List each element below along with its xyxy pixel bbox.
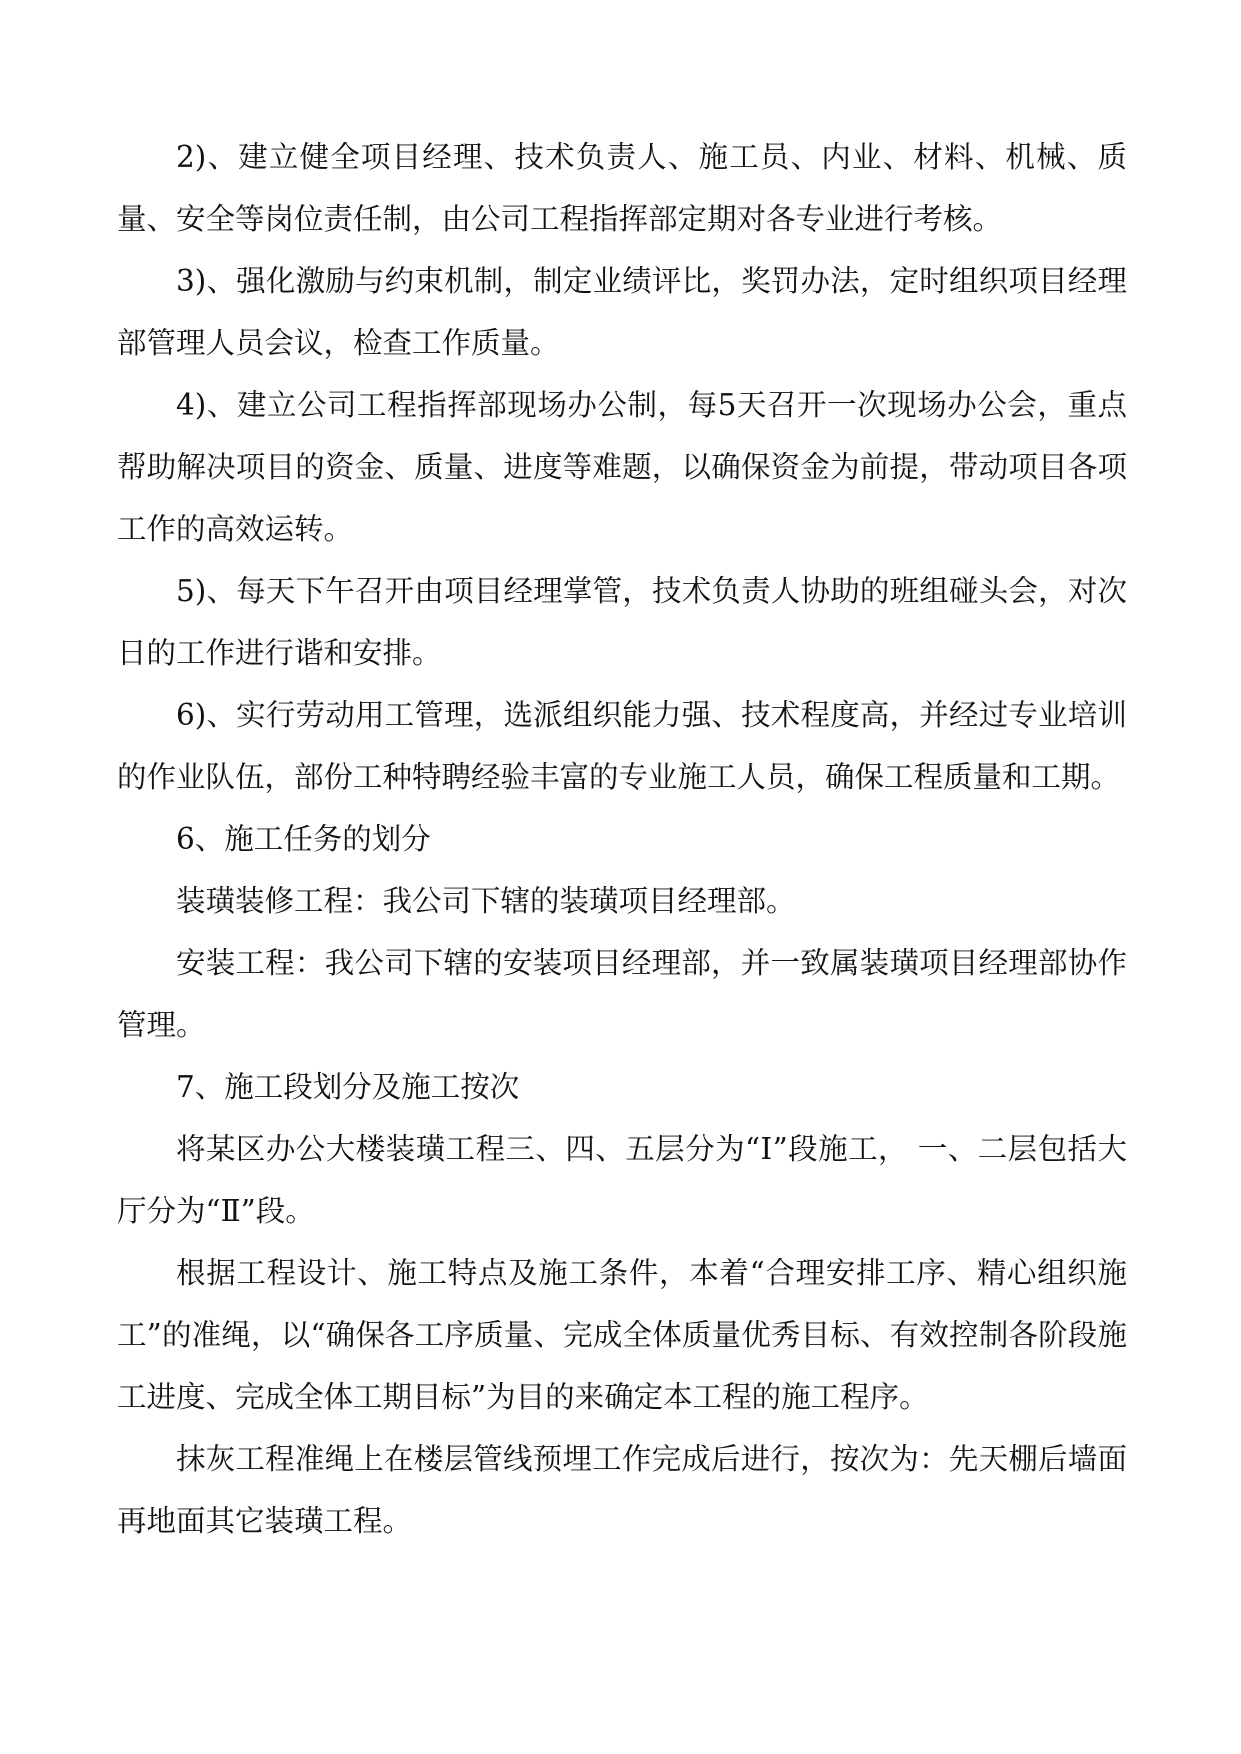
paragraph-item-3: 3)、强化激励与约束机制，制定业绩评比，奖罚办法，定时组织项目经理部管理人员会议，检查工作质量。 <box>117 264 1127 360</box>
section-heading-construction-sections: 7、施工段划分及施工按次 <box>176 1070 520 1104</box>
paragraph-item-5: 5)、每天下午召开由项目经理掌管，技术负责人协助的班组碰头会，对次日的工作进行谐和安排。 <box>117 574 1127 670</box>
paragraph-construction-principles: 根据工程设计、施工特点及施工条件，本着“合理安排工序、精心组织施工”的准绳，以“确保各工序质量、完成全体质量优秀目标、有效控制各阶段施工进度、完成全体工期目标”为目的来确定本工程的施工程序。 <box>117 1256 1127 1414</box>
paragraph-section-division: 将某区办公大楼装璜工程三、四、五层分为“Ⅰ”段施工， 一、二层包括大厅分为“Ⅱ”段。 <box>117 1132 1127 1228</box>
document-body <box>117 126 1127 1552</box>
paragraph-decoration-project: 装璜装修工程：我公司下辖的装璜项目经理部。 <box>176 884 796 918</box>
paragraph-installation-project: 安装工程：我公司下辖的安装项目经理部，并一致属装璜项目经理部协作管理。 <box>117 946 1127 1042</box>
paragraph-item-6: 6)、实行劳动用工管理，选派组织能力强、技术程度高，并经过专业培训的作业队伍，部份工种特聘经验丰富的专业施工人员，确保工程质量和工期。 <box>117 698 1127 794</box>
paragraph-plastering-order: 抹灰工程准绳上在楼层管线预埋工作完成后进行，按次为：先天棚后墙面再地面其它装璜工程。 <box>117 1442 1127 1538</box>
paragraph-item-4: 4)、建立公司工程指挥部现场办公制，每5天召开一次现场办公会，重点帮助解决项目的资金、质量、进度等难题，以确保资金为前提，带动项目各项工作的高效运转。 <box>117 388 1127 546</box>
section-heading-task-division: 6、施工任务的划分 <box>176 822 431 856</box>
paragraph-item-2: 2)、建立健全项目经理、技术负责人、施工员、内业、材料、机械、质量、安全等岗位责任制，由公司工程指挥部定期对各专业进行考核。 <box>117 140 1127 236</box>
